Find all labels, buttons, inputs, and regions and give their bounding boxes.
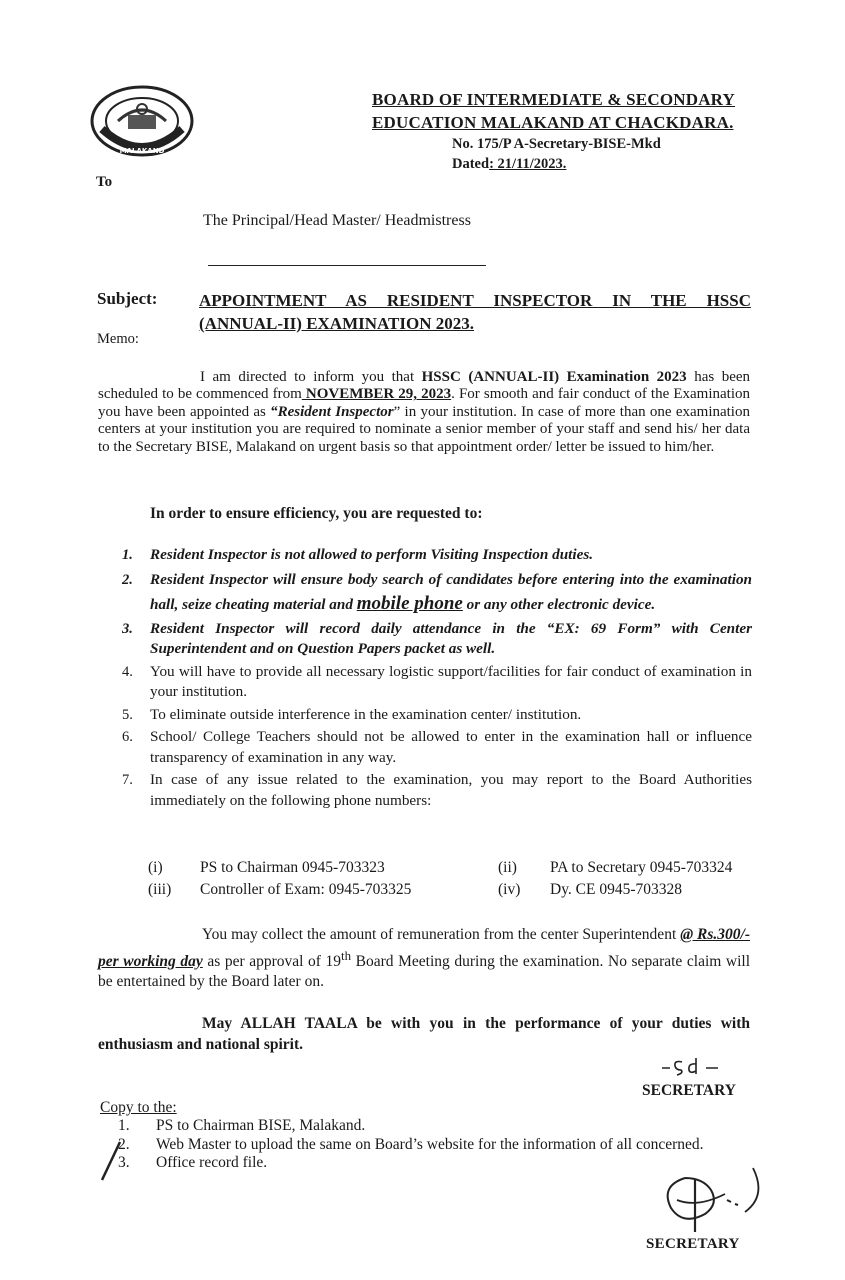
- board-seal-logo: [88, 83, 196, 163]
- date-line: [452, 156, 566, 173]
- date-label: Dated: [452, 156, 490, 172]
- subject-label: Subject:: [97, 289, 158, 308]
- phone-numbers: [148, 859, 758, 903]
- instructions-list: [122, 545, 752, 813]
- sd-handwritten-mark: [660, 1056, 722, 1078]
- copy-item: 3. Office record file.: [118, 1154, 268, 1171]
- phone-row: [148, 881, 758, 903]
- memo-label: Memo:: [97, 331, 139, 347]
- phone-entry: Controller of Exam: 0945-703325: [200, 881, 412, 898]
- signature-scrawl: [655, 1160, 775, 1235]
- instructions-heading: In order to ensure efficiency, you are requested to:: [150, 505, 483, 522]
- secretary-label: SECRETARY: [642, 1082, 736, 1099]
- intro-paragraph: I am directed to inform you that HSSC (ANNUAL-II) Examination 2023 has been scheduled to be commenced from NOVEMBER 29, 2023. For smooth and fair conduct of the Examination you have been appointed as “Resident Inspector” in your institution. In case of more than one examination centers at your institution you are required to nominate a senior member of your staff and send his/ her data to the Secretary BISE, Malakand on urgent basis so that appointment order/ letter be issued to him/her.: [98, 369, 751, 455]
- subject-line2: (ANNUAL-II) EXAMINATION 2023.: [199, 314, 474, 333]
- list-item: 5. To eliminate outside interference in the examination center/ institution.: [122, 705, 582, 723]
- board-name-line2: EDUCATION MALAKAND AT CHACKDARA.: [372, 113, 734, 132]
- subject-line1: APPOINTMENT AS RESIDENT INSPECTOR IN THE HSSC: [199, 291, 751, 310]
- phone-index: (iv): [498, 881, 521, 898]
- reference-number: No. 175/P A-Secretary-BISE-Mkd: [452, 136, 661, 152]
- list-item: 6. School/ College Teachers should not be allowed to enter in the examination hall or influence transparency of examination in any way.: [122, 728, 752, 766]
- subject-text: [199, 289, 751, 335]
- phone-entry: PA to Secretary 0945-703324: [550, 859, 733, 876]
- copy-to-heading: Copy to the:: [100, 1099, 177, 1116]
- to-label: To: [96, 174, 113, 190]
- closing-paragraph: May ALLAH TAALA be with you in the performance of your duties with enthusiasm and national spirit.: [98, 1015, 750, 1053]
- phone-row: [148, 859, 758, 881]
- copy-item: 1. PS to Chairman BISE, Malakand.: [118, 1117, 366, 1134]
- phone-index: (ii): [498, 859, 517, 876]
- phone-entry: PS to Chairman 0945-703323: [200, 859, 385, 876]
- handwritten-slash-mark: [96, 1136, 126, 1186]
- list-item: 7. In case of any issue related to the examination, you may report to the Board Authorities immediately on the following phone numbers:: [122, 771, 752, 809]
- copy-list: [118, 1117, 704, 1173]
- remuneration-paragraph: You may collect the amount of remuneration from the center Superintendent @ Rs.300/- per working day as per approval of 19th Board Meeting during the examination. No separate claim will be entertained by the Board later on.: [98, 926, 751, 991]
- list-item: 1. Resident Inspector is not allowed to perform Visiting Inspection duties.: [122, 546, 594, 563]
- board-name-line1: BOARD OF INTERMEDIATE & SECONDARY: [372, 90, 736, 109]
- addressee: The Principal/Head Master/ Headmistress: [203, 212, 471, 229]
- exam-start-date: NOVEMBER 29, 2023: [301, 386, 452, 403]
- date-value: : 21/11/2023.: [489, 156, 567, 172]
- copy-item: 2. Web Master to upload the same on Board’s website for the information of all concerned.: [118, 1135, 704, 1153]
- mobile-phone-emphasis: mobile phone: [356, 592, 463, 614]
- list-item: 3. Resident Inspector will record daily attendance in the “EX: 69 Form” with Center Superintendent and on Question Papers packet as well.: [122, 619, 752, 657]
- list-item: 4. You will have to provide all necessary logistic support/facilities for fair conduct of examination in your institution.: [122, 662, 752, 700]
- list-item: 2. Resident Inspector will ensure body search of candidates before entering into the examination hall, seize cheating material and mobile phone or any other electronic device.: [122, 570, 752, 614]
- seal-text: MALAKAND: [119, 147, 165, 155]
- phone-index: (iii): [148, 881, 172, 898]
- remuneration-rate: @ Rs.300/- per working day: [98, 926, 750, 970]
- blank-address-line: [208, 265, 486, 266]
- secretary-signed-label: SECRETARY: [646, 1236, 740, 1252]
- phone-entry: Dy. CE 0945-703328: [550, 881, 683, 898]
- phone-index: (i): [148, 859, 163, 876]
